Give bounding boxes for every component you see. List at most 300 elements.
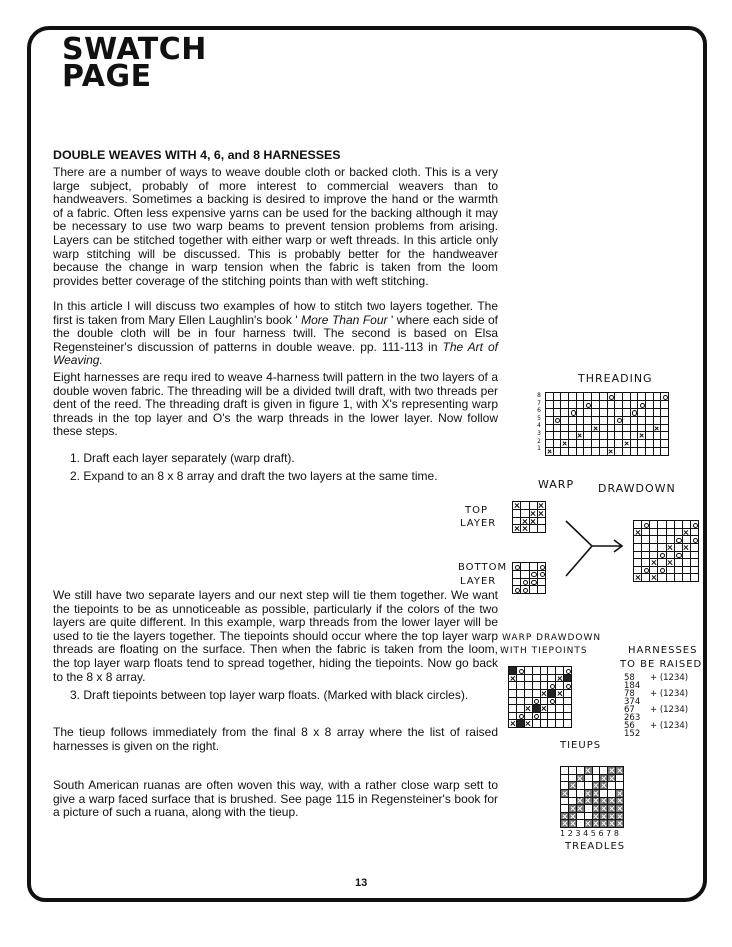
harness-num: 58 <box>624 673 635 683</box>
threading-row-numbers <box>535 392 543 453</box>
grid-cell <box>585 805 592 812</box>
grid-cell <box>634 574 641 581</box>
harness-plus: + (1234) <box>650 705 689 715</box>
grid-cell <box>541 667 548 674</box>
grid-cell <box>548 713 555 720</box>
grid-cell <box>600 425 607 432</box>
grid-cell <box>615 448 622 455</box>
grid-cell <box>546 440 553 447</box>
grid-cell <box>577 440 584 447</box>
grid-cell <box>600 393 607 400</box>
treadle-numbers: 12345678 <box>560 829 622 838</box>
grid-cell <box>541 713 548 720</box>
title-line-1: SWATCH <box>62 32 207 67</box>
grid-cell <box>546 409 553 416</box>
grid-cell <box>650 536 657 543</box>
grid-cell <box>525 720 532 727</box>
grid-cell <box>600 432 607 439</box>
grid-cell <box>546 401 553 408</box>
grid-cell <box>654 432 661 439</box>
grid-cell <box>525 675 532 682</box>
grid-cell <box>521 525 528 532</box>
grid-cell <box>538 579 545 586</box>
grid-cell <box>600 813 607 820</box>
grid-cell <box>564 690 571 697</box>
grid-cell <box>521 571 528 578</box>
grid-cell <box>569 805 576 812</box>
grid-cell <box>600 767 607 774</box>
grid-cell <box>530 571 537 578</box>
grid-cell <box>530 510 537 517</box>
grid-cell <box>541 690 548 697</box>
grid-cell <box>623 425 630 432</box>
grid-cell <box>585 767 592 774</box>
tiepoints-drawdown-grid <box>508 666 572 728</box>
grid-cell <box>530 518 537 525</box>
grid-cell <box>517 705 524 712</box>
grid-cell <box>642 544 649 551</box>
grid-cell <box>548 675 555 682</box>
grid-cell <box>556 690 563 697</box>
harness-num: 263 <box>624 713 641 723</box>
grid-cell <box>634 544 641 551</box>
grid-cell <box>546 393 553 400</box>
grid-cell <box>631 409 638 416</box>
grid-cell <box>577 767 584 774</box>
grid-cell <box>517 713 524 720</box>
grid-cell <box>556 713 563 720</box>
grid-cell <box>517 698 524 705</box>
grid-cell <box>661 393 668 400</box>
grid-cell <box>592 425 599 432</box>
grid-cell <box>513 502 520 509</box>
grid-cell <box>554 409 561 416</box>
grid-cell <box>646 440 653 447</box>
grid-cell <box>675 521 682 528</box>
grid-cell <box>593 790 600 797</box>
grid-cell <box>623 393 630 400</box>
paragraph-tiepoints: We still have two separate layers and our next step will tie them together. We want the tiepoints to be as unnoticeable as possible, particularly if the colors of the two layers are quite different. In this example, warp threads from the lower layer will be used to tie the layers together. The tiepoints should occur where the top layer warp threads are floating on the surface. Then when the fabric is taken from the loom, the top layer warp floats tend to spread together, hiding the tiepoints. Now go back to the 8 x 8 array. <box>53 588 498 684</box>
paragraph-intro: There are a number of ways to weave double cloth or backed cloth. This is a very large subject, probably of more interest to commercial weavers than to handweavers. Sometimes a backing is desired to improve the hand or the warmth of a fabric. Often less expensive yarns can be used for the backing although it may be necessary to use two warp beams to prevent tension problems from arising. Layers can be stitched together with either warp or weft threads. In this article only warp stitching will be discussed. This is probably better for the handweaver because the change in warp tension when the fabric is taken from the loom provides better coverage of the stitching points than with weft stitching. <box>53 165 498 288</box>
grid-cell <box>691 574 698 581</box>
grid-cell <box>667 544 674 551</box>
grid-cell <box>561 775 568 782</box>
grid-cell <box>616 805 623 812</box>
grid-cell <box>631 425 638 432</box>
grid-cell <box>593 782 600 789</box>
grid-cell <box>667 559 674 566</box>
grid-cell <box>561 448 568 455</box>
grid-cell <box>600 440 607 447</box>
grid-cell <box>642 536 649 543</box>
grid-cell <box>538 518 545 525</box>
grid-cell <box>691 529 698 536</box>
grid-cell <box>530 502 537 509</box>
grid-cell <box>600 448 607 455</box>
grid-cell <box>608 813 615 820</box>
grid-cell <box>593 767 600 774</box>
grid-cell <box>642 567 649 574</box>
grid-cell <box>556 667 563 674</box>
grid-cell <box>525 698 532 705</box>
row-number: 4 <box>537 422 541 430</box>
grid-cell <box>616 767 623 774</box>
grid-cell <box>661 417 668 424</box>
grid-cell <box>541 682 548 689</box>
grid-cell <box>658 574 665 581</box>
grid-cell <box>691 521 698 528</box>
grid-cell <box>675 529 682 536</box>
grid-cell <box>631 417 638 424</box>
grid-cell <box>638 401 645 408</box>
grid-cell <box>593 805 600 812</box>
grid-cell <box>608 393 615 400</box>
grid-cell <box>569 393 576 400</box>
grid-cell <box>631 448 638 455</box>
grid-cell <box>600 775 607 782</box>
grid-cell <box>650 574 657 581</box>
grid-cell <box>569 425 576 432</box>
grid-cell <box>600 782 607 789</box>
grid-cell <box>646 432 653 439</box>
grid-cell <box>584 401 591 408</box>
grid-cell <box>584 393 591 400</box>
grid-cell <box>569 440 576 447</box>
grid-cell <box>654 417 661 424</box>
grid-cell <box>634 559 641 566</box>
grid-cell <box>548 690 555 697</box>
grid-cell <box>546 425 553 432</box>
grid-cell <box>554 448 561 455</box>
grid-cell <box>691 552 698 559</box>
grid-cell <box>638 393 645 400</box>
grid-cell <box>533 713 540 720</box>
grid-cell <box>533 675 540 682</box>
grid-cell <box>533 690 540 697</box>
bottom-layer-label-1: BOTTOM <box>458 562 508 573</box>
steps-list <box>70 449 438 485</box>
row-number: 5 <box>537 414 541 422</box>
grid-cell <box>561 813 568 820</box>
grid-cell <box>561 790 568 797</box>
step-2: 2. Expand to an 8 x 8 array and draft the two layers at the same time. <box>70 469 438 483</box>
grid-cell <box>569 409 576 416</box>
grid-cell <box>667 567 674 574</box>
grid-cell <box>600 805 607 812</box>
harness-num: 152 <box>624 729 641 739</box>
grid-cell <box>538 510 545 517</box>
grid-cell <box>577 393 584 400</box>
grid-cell <box>634 536 641 543</box>
text-span: In this article I will discuss two examples of how to stitch two layers together. The first is taken from Mary Ellen Laughlin's book ' <box>53 299 498 327</box>
harness-num: 374 <box>624 697 641 707</box>
grid-cell <box>509 690 516 697</box>
grid-cell <box>600 401 607 408</box>
step-3: 3. Draft tiepoints between top layer warp floats. (Marked with black circles). <box>70 688 469 702</box>
grid-cell <box>561 440 568 447</box>
grid-cell <box>509 682 516 689</box>
grid-cell <box>561 417 568 424</box>
grid-cell <box>554 393 561 400</box>
grid-cell <box>650 529 657 536</box>
row-number: 3 <box>537 429 541 437</box>
grid-cell <box>658 521 665 528</box>
grid-cell <box>577 425 584 432</box>
grid-cell <box>615 417 622 424</box>
grid-cell <box>592 417 599 424</box>
grid-cell <box>638 448 645 455</box>
grid-cell <box>600 409 607 416</box>
grid-cell <box>631 401 638 408</box>
tieups-label: TIEUPS <box>560 740 602 751</box>
grid-cell <box>561 798 568 805</box>
grid-cell <box>538 571 545 578</box>
grid-cell <box>533 720 540 727</box>
grid-cell <box>592 393 599 400</box>
grid-cell <box>554 425 561 432</box>
grid-cell <box>513 571 520 578</box>
grid-cell <box>541 705 548 712</box>
grid-cell <box>577 820 584 827</box>
grid-cell <box>521 586 528 593</box>
grid-cell <box>615 409 622 416</box>
grid-cell <box>592 440 599 447</box>
grid-cell <box>658 552 665 559</box>
grid-cell <box>525 667 532 674</box>
grid-cell <box>585 798 592 805</box>
grid-cell <box>585 790 592 797</box>
harnesses-list <box>624 674 688 738</box>
harness-num: 184 <box>624 681 641 691</box>
grid-cell <box>564 667 571 674</box>
book-title-art-of-weaving: The Art of Weaving. <box>53 339 498 368</box>
grid-cell <box>561 409 568 416</box>
grid-cell <box>654 409 661 416</box>
grid-cell <box>661 440 668 447</box>
grid-cell <box>608 401 615 408</box>
grid-cell <box>616 775 623 782</box>
grid-cell <box>513 525 520 532</box>
grid-cell <box>658 536 665 543</box>
top-layer-label-1: TOP <box>465 505 489 516</box>
grid-cell <box>623 448 630 455</box>
grid-cell <box>525 713 532 720</box>
grid-cell <box>650 521 657 528</box>
grid-cell <box>634 521 641 528</box>
grid-cell <box>509 713 516 720</box>
grid-cell <box>569 775 576 782</box>
grid-cell <box>525 705 532 712</box>
grid-cell <box>561 425 568 432</box>
grid-cell <box>584 448 591 455</box>
grid-cell <box>683 521 690 528</box>
tiepoints-label-1: WARP DRAWDOWN <box>502 633 602 643</box>
grid-cell <box>564 705 571 712</box>
grid-cell <box>548 720 555 727</box>
text-span: ' where each side of the double cloth will be in four harness twill. The second is based on Elsa Regensteiner's discussion of patterns in double weave. pp. 111-113 in <box>53 312 498 354</box>
harness-num: 67 <box>624 705 635 715</box>
grid-cell <box>654 393 661 400</box>
grid-cell <box>615 432 622 439</box>
grid-cell <box>608 767 615 774</box>
harnesses-label-1: HARNESSES <box>628 645 698 656</box>
grid-cell <box>654 401 661 408</box>
grid-cell <box>509 720 516 727</box>
step-1: 1. Draft each layer separately (warp draft). <box>70 451 295 465</box>
grid-cell <box>538 563 545 570</box>
grid-cell <box>577 782 584 789</box>
grid-cell <box>569 782 576 789</box>
grid-cell <box>533 667 540 674</box>
grid-cell <box>691 536 698 543</box>
grid-cell <box>642 574 649 581</box>
grid-cell <box>615 393 622 400</box>
grid-cell <box>569 767 576 774</box>
grid-cell <box>661 401 668 408</box>
threading-label: THREADING <box>578 372 653 385</box>
grid-cell <box>634 552 641 559</box>
grid-cell <box>623 409 630 416</box>
title-line-2: PAGE <box>62 59 152 94</box>
grid-cell <box>548 705 555 712</box>
grid-cell <box>646 401 653 408</box>
grid-cell <box>509 698 516 705</box>
top-layer-label-2: LAYER <box>460 518 497 529</box>
grid-cell <box>593 775 600 782</box>
grid-cell <box>521 502 528 509</box>
grid-cell <box>654 448 661 455</box>
grid-cell <box>554 432 561 439</box>
grid-cell <box>585 813 592 820</box>
grid-cell <box>683 529 690 536</box>
grid-cell <box>650 559 657 566</box>
row-number: 8 <box>537 392 541 399</box>
grid-cell <box>548 667 555 674</box>
grid-cell <box>658 529 665 536</box>
grid-cell <box>623 401 630 408</box>
harness-plus: + (1234) <box>650 689 689 699</box>
grid-cell <box>642 529 649 536</box>
grid-cell <box>577 805 584 812</box>
grid-cell <box>569 448 576 455</box>
grid-cell <box>517 667 524 674</box>
grid-cell <box>691 567 698 574</box>
grid-cell <box>592 448 599 455</box>
grid-cell <box>538 502 545 509</box>
grid-cell <box>533 705 540 712</box>
paragraph-harnesses: Eight harnesses are requ ired to weave 4-harness twill pattern in the two layers of a double woven fabric. The threading will be a divided twill draft, with two threads per dent of the reed. The threading draft is given in figure 1, with X's representing warp threads in the top layer and O's the warp threads in the lower layer. Now follow these steps. <box>53 370 498 439</box>
grid-cell <box>616 820 623 827</box>
grid-cell <box>661 448 668 455</box>
grid-cell <box>525 690 532 697</box>
grid-cell <box>577 401 584 408</box>
grid-cell <box>584 409 591 416</box>
grid-cell <box>650 567 657 574</box>
grid-cell <box>577 798 584 805</box>
grid-cell <box>667 574 674 581</box>
grid-cell <box>513 586 520 593</box>
grid-cell <box>608 782 615 789</box>
grid-cell <box>683 574 690 581</box>
grid-cell <box>608 790 615 797</box>
grid-cell <box>683 544 690 551</box>
grid-cell <box>556 705 563 712</box>
grid-cell <box>556 675 563 682</box>
paragraph-examples <box>53 300 498 368</box>
grid-cell <box>530 563 537 570</box>
grid-cell <box>577 790 584 797</box>
grid-cell <box>675 567 682 574</box>
grid-cell <box>554 401 561 408</box>
grid-cell <box>638 432 645 439</box>
grid-cell <box>577 448 584 455</box>
grid-cell <box>608 820 615 827</box>
grid-cell <box>564 713 571 720</box>
grid-cell <box>691 544 698 551</box>
grid-cell <box>667 521 674 528</box>
grid-cell <box>638 409 645 416</box>
grid-cell <box>608 775 615 782</box>
grid-cell <box>661 425 668 432</box>
grid-cell <box>592 409 599 416</box>
grid-cell <box>608 409 615 416</box>
grid-cell <box>517 675 524 682</box>
grid-cell <box>615 401 622 408</box>
grid-cell <box>683 559 690 566</box>
grid-cell <box>623 432 630 439</box>
grid-cell <box>616 813 623 820</box>
grid-cell <box>683 552 690 559</box>
tieup-grid <box>560 766 624 828</box>
grid-cell <box>638 425 645 432</box>
grid-cell <box>561 820 568 827</box>
grid-cell <box>556 720 563 727</box>
grid-cell <box>616 782 623 789</box>
grid-cell <box>569 790 576 797</box>
grid-cell <box>513 563 520 570</box>
tiepoints-label-2: WITH TIEPOINTS <box>500 646 588 656</box>
grid-cell <box>661 409 668 416</box>
grid-cell <box>564 720 571 727</box>
grid-cell <box>513 518 520 525</box>
grid-cell <box>541 698 548 705</box>
paragraph-ruanas: South American ruanas are often woven this way, with a rather close warp sett to give a warp faced surface that is brushed. See page 115 in Regensteiner's book for a picture of such a ruana, along with the tieup. <box>53 778 498 820</box>
grid-cell <box>616 798 623 805</box>
row-number: 7 <box>537 399 541 407</box>
grid-cell <box>530 579 537 586</box>
grid-cell <box>584 417 591 424</box>
grid-cell <box>658 544 665 551</box>
grid-cell <box>646 425 653 432</box>
grid-cell <box>577 409 584 416</box>
grid-cell <box>642 521 649 528</box>
grid-cell <box>683 567 690 574</box>
grid-cell <box>654 440 661 447</box>
grid-cell <box>667 529 674 536</box>
grid-cell <box>608 417 615 424</box>
grid-cell <box>608 425 615 432</box>
grid-cell <box>654 425 661 432</box>
grid-cell <box>658 567 665 574</box>
grid-cell <box>593 813 600 820</box>
grid-cell <box>646 417 653 424</box>
grid-cell <box>538 586 545 593</box>
grid-cell <box>561 767 568 774</box>
grid-cell <box>561 393 568 400</box>
grid-cell <box>561 401 568 408</box>
grid-cell <box>631 432 638 439</box>
grid-cell <box>561 782 568 789</box>
